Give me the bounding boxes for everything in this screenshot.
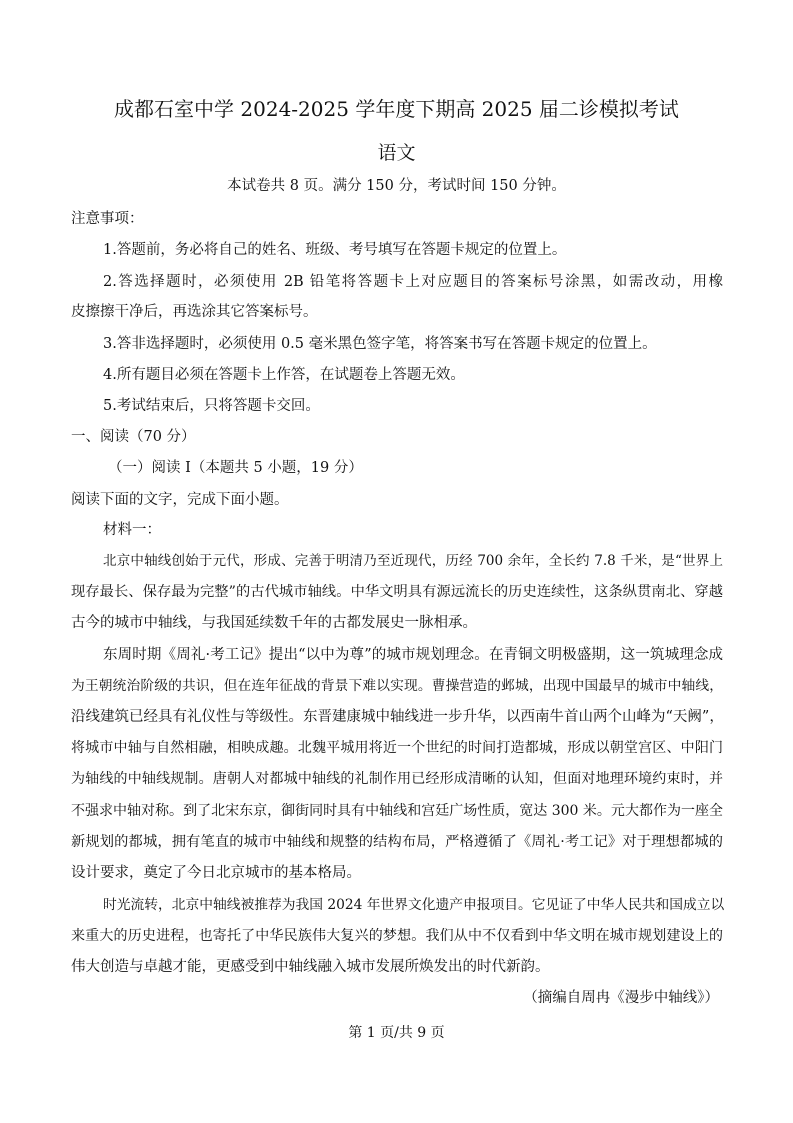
notice-item: 1.答题前，务必将自己的姓名、班级、考号填写在答题卡规定的位置上。	[103, 242, 567, 258]
notice-item: 3.答非选择题时，必须使用 0.5 毫米黑色签字笔，将答案书写在答题卡规定的位置上。	[103, 336, 657, 352]
notice-item-continuation: 皮擦擦干净后，再选涂其它答案标号。	[71, 304, 318, 320]
paragraph-line: 为王朝统治阶级的共识，但在连年征战的背景下难以实现。曹操营造的邺城，出现中国最早的城市中轴线，	[71, 678, 723, 694]
paragraph-line: 来重大的历史进程，也寄托了中华民族伟大复兴的梦想。我们从中不仅看到中华文明在城市规划建设上的	[71, 928, 723, 944]
paragraph-line: 北京中轴线创始于元代，形成、完善于明清乃至近现代，历经 700 余年，全长约 7.8 千米，是“世界上	[103, 553, 723, 569]
notice-heading: 注意事项：	[71, 211, 144, 227]
paragraph-line: 为轴线的中轴线规制。唐朝人对都城中轴线的礼制作用已经形成清晰的认知，但面对地理环境约束时，并	[71, 771, 723, 787]
paragraph-line: 新规划的都城，拥有笔直的城市中轴线和规整的结构布局，严格遵循了《周礼·考工记》对于理想都城的	[71, 834, 723, 850]
exam-title: 成都石室中学 2024-2025 学年度下期高 2025 届二诊模拟考试	[114, 97, 679, 121]
paragraph-line: 设计要求，奠定了今日北京城市的基本格局。	[71, 865, 361, 881]
paragraph-line: 将城市中轴与自然相融，相映成趣。北魏平城用将近一个世纪的时间打造都城，形成以朝堂宫区、中阳门	[71, 740, 723, 756]
paragraph-line: 沿线建筑已经具有礼仪性与等级性。东晋建康城中轴线进一步升华，以西南牛首山两个山峰为“天阙”，	[71, 709, 724, 725]
paragraph-line: 古今的城市中轴线，与我国延续数千年的古都发展史一脉相承。	[71, 615, 477, 631]
notice-item: 5.考试结束后，只将答题卡交回。	[103, 398, 320, 414]
paragraph-line: 不强求中轴对称。到了北宋东京，御街同时具有中轴线和宫廷广场性质，宽达 300 米。元大都作为一座全	[71, 803, 723, 819]
paragraph-line: 现存最长、保存最为完整”的古代城市轴线。中华文明具有源远流长的历史连续性，这条纵贯南北、穿越	[71, 584, 723, 600]
paragraph-line: 伟大创造与卓越才能，更感受到中轴线融入城市发展所焕发出的时代新韵。	[71, 959, 550, 975]
exam-intro: 本试卷共 8 页。满分 150 分，考试时间 150 分钟。	[227, 178, 566, 194]
section-subheading: （一）阅读 I（本题共 5 小题，19 分）	[108, 460, 363, 476]
section-heading: 一、阅读（70 分）	[71, 429, 196, 445]
paragraph-line: 时光流转，北京中轴线被推荐为我国 2024 年世界文化遗产申报项目。它见证了中华人民共和国成立以	[103, 897, 725, 913]
notice-item: 4.所有题目必须在答题卡上作答，在试题卷上答题无效。	[103, 367, 465, 383]
notice-item: 2.答选择题时，必须使用 2B 铅笔将答题卡上对应题目的答案标号涂黑，如需改动，用橡	[103, 274, 723, 290]
material-label: 材料一：	[103, 522, 161, 538]
source-citation: （摘编自周冉《漫步中轴线》）	[523, 990, 719, 1006]
paragraph-line: 东周时期《周礼·考工记》提出“以中为尊”的城市规划理念。在青铜文明极盛期，这一筑城理念成	[103, 647, 723, 663]
page-number: 第 1 页/共 9 页	[348, 1025, 445, 1041]
section-instruction: 阅读下面的文字，完成下面小题。	[71, 492, 289, 508]
subject-title: 语文	[377, 142, 416, 164]
